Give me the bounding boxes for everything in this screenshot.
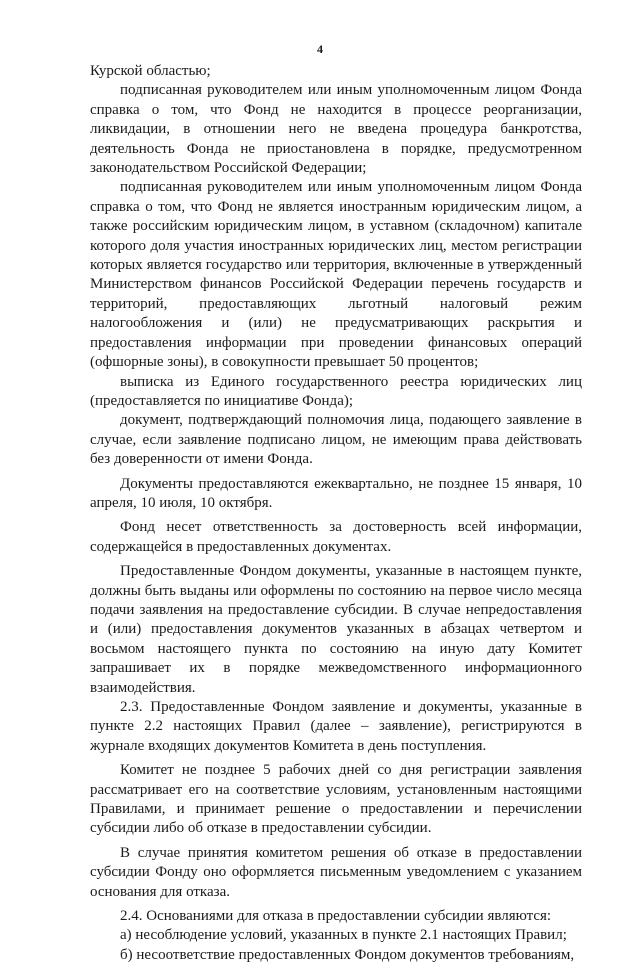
paragraph-10: Комитет не позднее 5 рабочих дней со дня регистрации заявления рассматривает его на соответствие условиям, установленным настоящими Правилами, и принимает решение о предоставлении и перечислении субсидии либо об отказе в предоставлении субсидии. [90,762,582,837]
paragraph-13: а) несоблюдение условий, указанных в пункте 2.1 настоящих Правил; [120,927,567,944]
paragraph-4: выписка из Единого государственного реестра юридических лиц (предоставляется по инициативе Фонда); [90,373,582,409]
paragraph-12: 2.4. Основаниями для отказа в предоставлении субсидии являются: [120,908,552,925]
paragraph-11: В случае принятия комитетом решения об отказе в предоставлении субсидии Фонду оно оформляется письменным уведомлением с указанием основания для отказа. [90,844,582,900]
paragraph-8: Предоставленные Фондом документы, указанные в настоящем пункте, должны быть выданы или оформлены по состоянию на первое число месяца подачи заявления на предоставление субсидии. В случае непредоставления и (или) предоставления документов указанных в абзацах четвертом и восьмом настоящего пункта по состоянию на иную дату Комитет запрашивает их в порядке межведомственного информационного взаимодействия. [90,563,582,696]
paragraph-3: подписанная руководителем или иным уполномоченным лицом Фонда справка о том, что Фонд не является иностранным юридическим лицом, а также российским юридическим лицом, в уставном (складочном) капитале которого доля участия иностранных юридических лиц, местом регистрации которых является государство или территория, включенные в утвержденный Министерством финансов Российской Федерации перечень государств и территорий, предоставляющих льготный налоговый режим налогообложения и (или) не предусматривающих раскрытия и предоставления информации при проведении финансовых операций (офшорные зоны), в совокупности превышает 50 процентов; [90,179,582,371]
paragraph-1: Курской областью; [90,63,211,79]
paragraph-7: Фонд несет ответственность за достоверность всей информации, содержащейся в предоставленных документах. [90,519,582,555]
paragraph-2: подписанная руководителем или иным уполномоченным лицом Фонда справка о том, что Фонд не находится в процессе реорганизации, ликвидации, в отношении него не введена процедура банкротства, деятельность Фонда не приостановлена в порядке, предусмотренном законодательством Российской Федерации; [90,82,582,177]
page-number: 4 [317,42,323,56]
document-body [90,62,582,965]
paragraph-9: 2.3. Предоставленные Фондом заявление и документы, указанные в пункте 2.2 настоящих Правил (далее – заявление), регистрируются в журнале входящих документов Комитета в день поступления. [90,699,582,754]
paragraph-6: Документы предоставляются ежеквартально, не позднее 15 января, 10 апреля, 10 июля, 10 октября. [90,475,582,511]
paragraph-5: документ, подтверждающий полномочия лица, подающего заявление в случае, если заявление подписано лицом, не имеющим права действовать без доверенности от имени Фонда. [90,412,582,468]
paragraph-14: б) несоответствие предоставленных Фондом документов требованиям, [120,946,575,963]
